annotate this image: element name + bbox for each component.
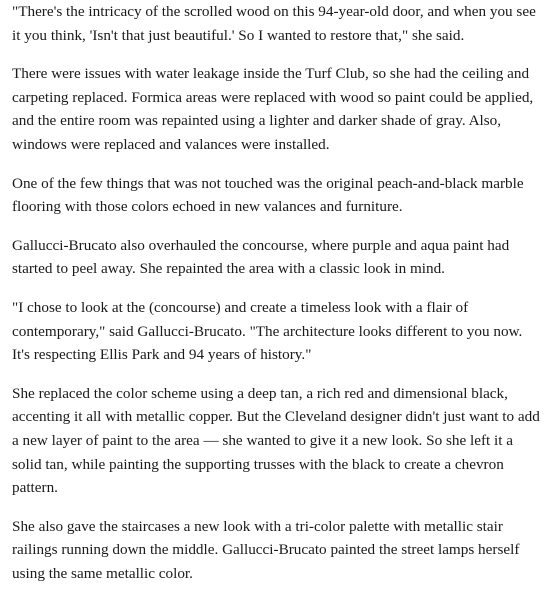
article-paragraph-1: "There's the intricacy of the scrolled wood on this 94-year-old door, and when you see it you think, 'Isn't that just beautiful.' So I wanted to restore that," she said. xyxy=(12,3,536,44)
article-paragraph-3: One of the few things that was not touched was the original peach-and-black marble flooring with those colors echoed in new valances and furniture. xyxy=(12,174,524,216)
article-paragraph-2: There were issues with water leakage inside the Turf Club, so she had the ceiling and carpeting replaced. Formica areas were replaced with wood so paint could be applied, and the entire room was repainted using a lighter and darker shade of gray. Also, windows were replaced and valances were installed. xyxy=(12,65,534,153)
article-body xyxy=(12,0,540,600)
article-paragraph-6: She replaced the color scheme using a deep tan, a rich red and dimensional black, accenting it all with metallic copper. But the Cleveland designer didn't just want to add a new layer of paint to the area — she wanted to give it a new look. So she left it a solid tan, while painting the supporting trusses with the black to create a chevron pattern. xyxy=(12,384,540,497)
article-paragraph-5: "I chose to look at the (concourse) and create a timeless look with a flair of contemporary," said Gallucci-Brucato. "The architecture looks different to you now. It's respecting Ellis Park and 94 years of history." xyxy=(12,298,523,364)
article-paragraph-4: Gallucci-Brucato also overhauled the concourse, where purple and aqua paint had started to peel away. She repainted the area with a classic look in mind. xyxy=(12,236,510,278)
article-paragraph-7: She also gave the staircases a new look with a tri-color palette with metallic stair railings running down the middle. Gallucci-Brucato painted the street lamps herself using the same metallic color. xyxy=(12,517,520,582)
